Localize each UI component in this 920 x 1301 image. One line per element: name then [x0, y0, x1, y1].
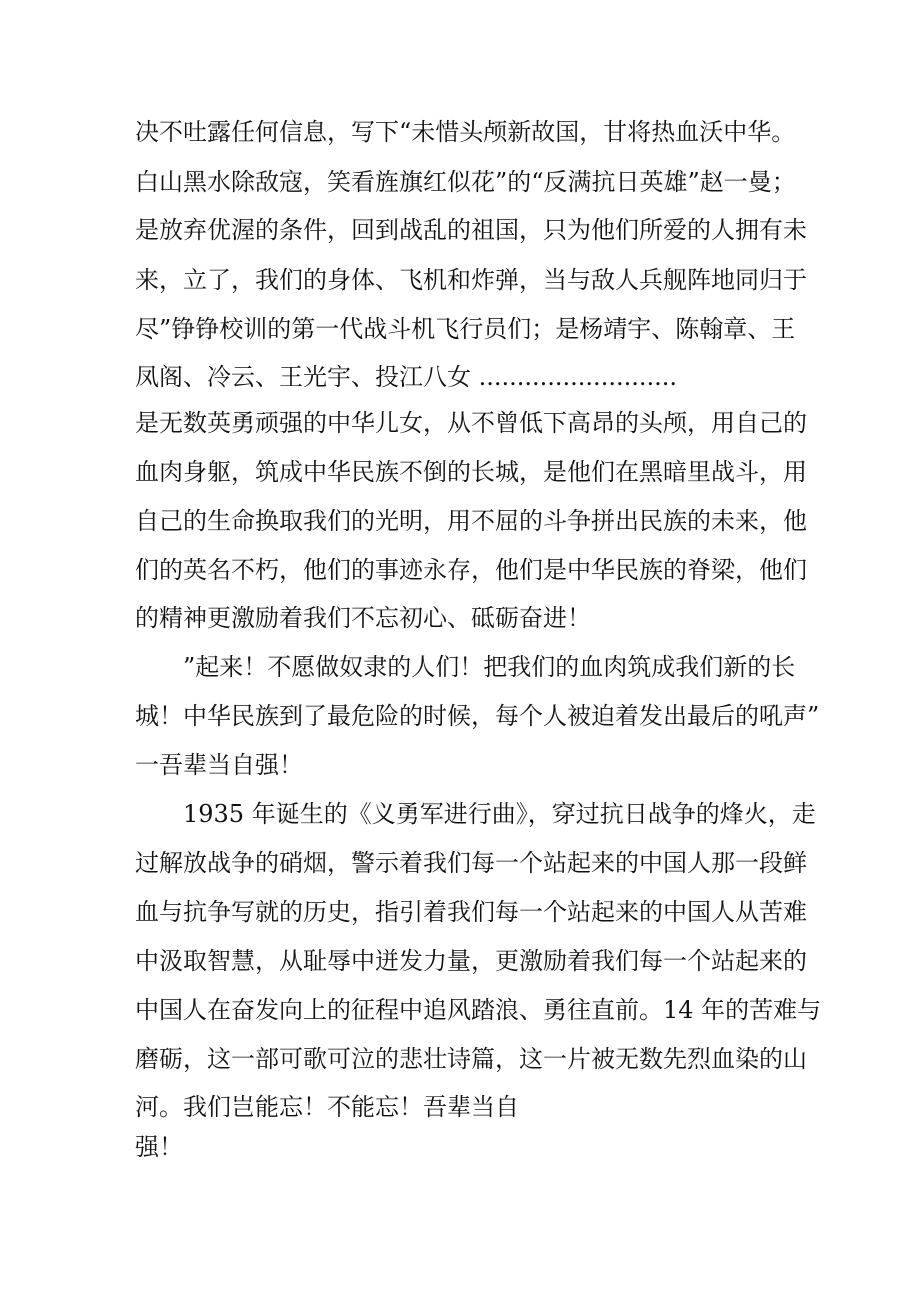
text-line: ”起来！不愿做奴隶的人们！把我们的血肉筑成我们新的长: [183, 653, 796, 681]
text-line: 是无数英勇顽强的中华儿女，从不曾低下高昂的头颅，用自己的: [135, 409, 807, 437]
text-line: 一吾辈当自强！: [135, 751, 303, 779]
text-line: 中汲取智慧，从耻辱中迸发力量，更激励着我们每一个站起来的: [135, 947, 807, 975]
text-line: 磨砺，这一部可歌可泣的悲壮诗篇，这一片被无数先烈血染的山: [135, 1045, 807, 1073]
text-line: 决不吐露任何信息，写下“未惜头颅新故国，甘将热血沃中华。: [135, 118, 796, 146]
text-line: 是放弃优渥的条件，回到战乱的祖国，只为他们所爱的人拥有未: [135, 216, 807, 244]
text-line: 们的英名不朽，他们的事迹永存，他们是中华民族的脊梁，他们: [135, 556, 807, 584]
text-line: 的精神更激励着我们不忘初心、砥砺奋进！: [135, 604, 591, 632]
text-line: 1935 年诞生的《义勇军进行曲》，穿过抗日战争的烽火，走: [183, 800, 816, 828]
text-line: 过解放战争的硝烟，警示着我们每一个站起来的中国人那一段鲜: [135, 849, 807, 877]
text-line: 河。我们岂能忘！不能忘！吾辈当自: [135, 1093, 519, 1121]
text-line: 血肉身躯，筑成中华民族不倒的长城，是他们在黑暗里战斗，用: [135, 458, 807, 486]
text-line: 凤阁、冷云、王光宇、投江八女 ..........................: [135, 363, 677, 391]
text-line: 白山黑水除敌寇，笑看旌旗红似花”的“反满抗日英雄”赵一曼；: [135, 168, 796, 196]
text-line: 自己的生命换取我们的光明，用不屈的斗争拼出民族的未来，他: [135, 507, 807, 535]
text-line: 强！: [135, 1133, 183, 1161]
text-line: 城！中华民族到了最危险的时候，每个人被迫着发出最后的吼声”: [135, 702, 820, 730]
text-line: 血与抗争写就的历史，指引着我们每一个站起来的中国人从苦难: [135, 898, 807, 926]
text-line: 来，立了，我们的身体、飞机和炸弹，当与敌人兵舰阵地同归于: [135, 266, 807, 294]
text-line: 中国人在奋发向上的征程中追风踏浪、勇往直前。14 年的苦难与: [135, 996, 822, 1024]
text-line: 尽”铮铮校训的第一代战斗机飞行员们；是杨靖宇、陈翰章、王: [135, 315, 796, 343]
